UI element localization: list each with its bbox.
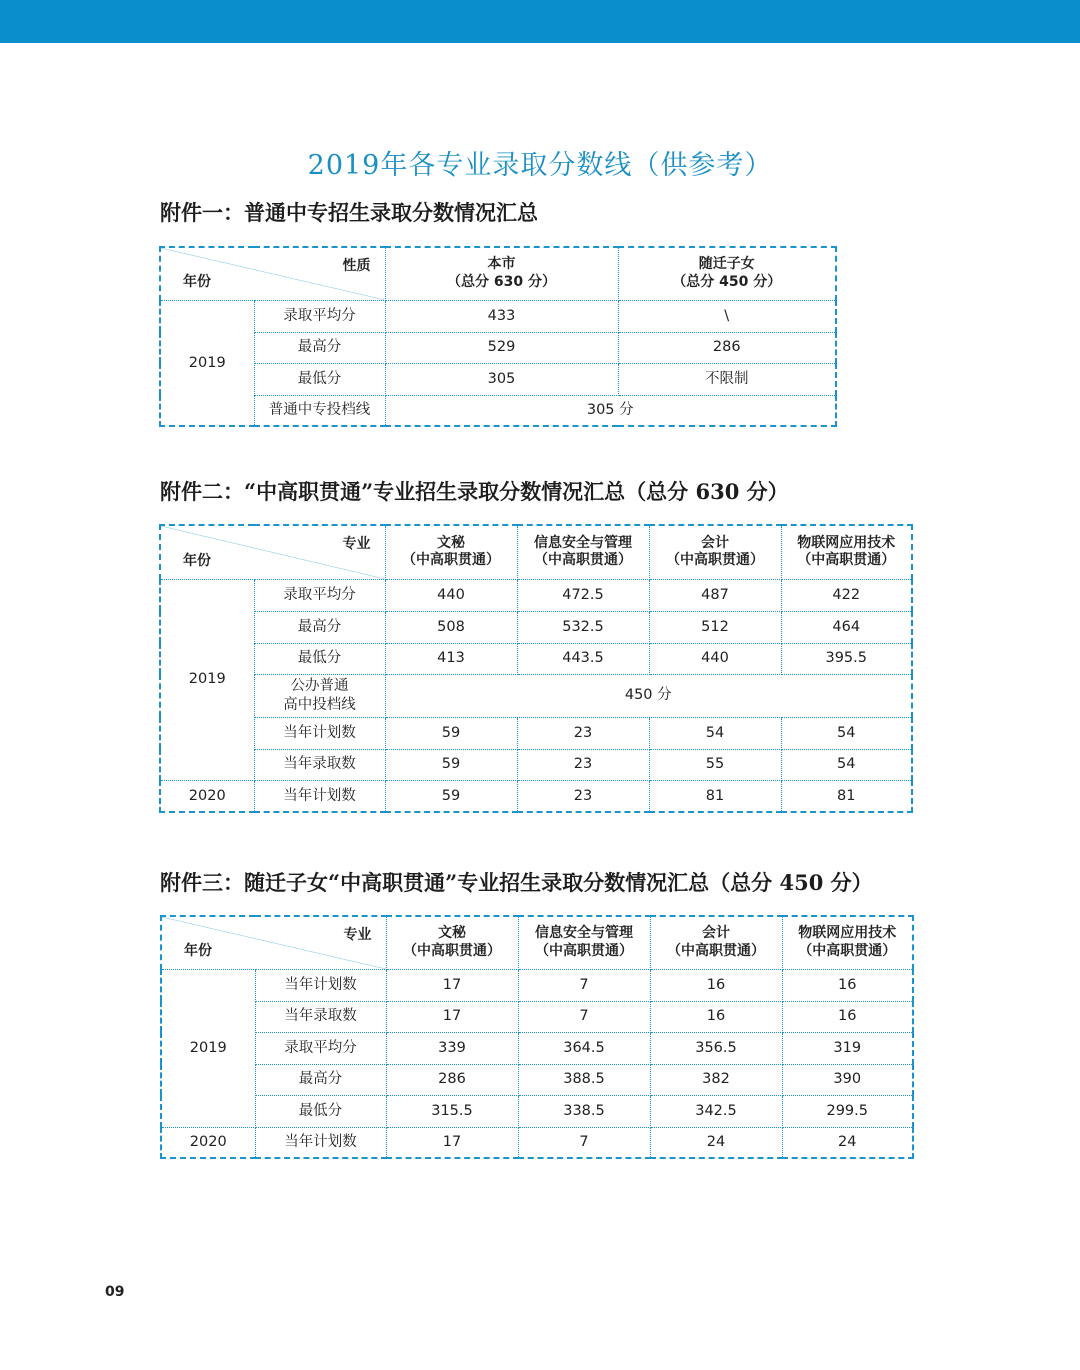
col-name: 会计 [702, 925, 730, 942]
cell-value: 17 [386, 969, 518, 1001]
corner-top-label: 性质 [342, 258, 371, 274]
table3-col-header [650, 916, 782, 969]
row-label-line: 高中投档线 [283, 696, 356, 713]
cell-value: 24 [782, 1127, 913, 1158]
col-name: 文秘 [437, 534, 465, 551]
table2-col-header [781, 525, 912, 579]
row-label: 最高分 [254, 611, 385, 643]
col-name: 信息安全与管理 [534, 534, 632, 551]
page-number: 09 [105, 1284, 125, 1300]
cell-value: 17 [386, 1001, 518, 1032]
cell-value: 23 [517, 717, 649, 749]
table1 [159, 246, 837, 427]
col-name: 本市 [487, 256, 516, 273]
cell-value: 59 [385, 780, 517, 812]
cell-value: 356.5 [650, 1032, 782, 1064]
table-row [161, 1032, 913, 1064]
col-sub: （中高职贯通） [535, 942, 633, 959]
table-row [161, 1001, 913, 1032]
table2-title: 附件二：“中高职贯通”专业招生录取分数情况汇总（总分 630 分） [160, 479, 789, 504]
row-label: 最高分 [255, 1064, 386, 1095]
table-row [160, 749, 912, 780]
cell-value: 413 [385, 643, 517, 674]
table3-col-header [518, 916, 650, 969]
cell-value: 16 [782, 1001, 913, 1032]
cell-value: 不限制 [618, 363, 836, 395]
cell-value: 16 [650, 1001, 782, 1032]
col-name: 物联网应用技术 [797, 534, 896, 551]
row-label: 当年计划数 [255, 969, 386, 1001]
table3 [160, 915, 914, 1159]
row-label: 录取平均分 [255, 1032, 386, 1064]
col-name: 随迁子女 [698, 256, 755, 273]
table-row [160, 395, 836, 426]
merged-value: 305 分 [385, 395, 836, 426]
corner-bottom-label: 年份 [184, 943, 212, 959]
table2-col-header [517, 525, 649, 579]
table-row [160, 643, 912, 674]
cell-value: 508 [385, 611, 517, 643]
cell-value: 17 [386, 1127, 518, 1158]
cell-value: 443.5 [517, 643, 649, 674]
col-sub: （总分 450 分） [672, 273, 782, 290]
cell-value: 512 [649, 611, 781, 643]
cell-value: 286 [618, 332, 836, 363]
cell-value: \ [618, 300, 836, 332]
table-row [160, 674, 912, 717]
table1-corner-header [160, 247, 385, 300]
row-label-line: 公办普通 [290, 678, 349, 695]
col-sub: （中高职贯通） [667, 942, 765, 959]
cell-value: 464 [781, 611, 912, 643]
merged-value: 450 分 [385, 674, 912, 717]
year-cell: 2020 [160, 780, 254, 812]
table-row [160, 363, 836, 395]
col-sub: （中高职贯通） [403, 942, 501, 959]
cell-value: 81 [649, 780, 781, 812]
corner-bottom-label: 年份 [183, 553, 211, 569]
table-row [161, 1095, 913, 1127]
table-row [160, 611, 912, 643]
table-row [161, 1064, 913, 1095]
col-sub: （中高职贯通） [797, 552, 896, 569]
cell-value: 315.5 [386, 1095, 518, 1127]
year-cell: 2019 [160, 579, 254, 780]
table-row [161, 969, 913, 1001]
col-sub: （中高职贯通） [402, 552, 500, 569]
table-row [160, 780, 912, 812]
table-row [160, 717, 912, 749]
cell-value: 440 [385, 579, 517, 611]
table3-col-header [782, 916, 913, 969]
table2-col-header [385, 525, 517, 579]
row-label: 当年计划数 [254, 780, 385, 812]
table2 [159, 524, 913, 813]
row-label: 普通中专投档线 [254, 395, 385, 426]
cell-value: 16 [782, 969, 913, 1001]
table-row [160, 332, 836, 363]
cell-value: 59 [385, 749, 517, 780]
cell-value: 16 [650, 969, 782, 1001]
year-cell: 2019 [160, 300, 254, 426]
cell-value: 59 [385, 717, 517, 749]
col-sub: （中高职贯通） [798, 942, 897, 959]
corner-bottom-label: 年份 [183, 274, 211, 290]
table3-col-header [386, 916, 518, 969]
cell-value: 339 [386, 1032, 518, 1064]
cell-value: 342.5 [650, 1095, 782, 1127]
table2-corner-header [160, 525, 385, 579]
table3-title: 附件三：随迁子女“中高职贯通”专业招生录取分数情况汇总（总分 450 分） [160, 870, 873, 895]
cell-value: 319 [782, 1032, 913, 1064]
row-label [254, 674, 385, 717]
table-row [161, 1127, 913, 1158]
cell-value: 395.5 [781, 643, 912, 674]
cell-value: 54 [649, 717, 781, 749]
table2-col-header [649, 525, 781, 579]
table3-corner-header [161, 916, 386, 969]
cell-value: 299.5 [782, 1095, 913, 1127]
col-sub: （中高职贯通） [666, 552, 764, 569]
cell-value: 55 [649, 749, 781, 780]
row-label: 当年录取数 [254, 749, 385, 780]
cell-value: 23 [517, 749, 649, 780]
table1-col-header [385, 247, 618, 300]
corner-top-label: 专业 [342, 536, 371, 552]
table-row [160, 579, 912, 611]
row-label: 最高分 [254, 332, 385, 363]
cell-value: 7 [518, 1001, 650, 1032]
cell-value: 364.5 [518, 1032, 650, 1064]
row-label: 录取平均分 [254, 579, 385, 611]
col-name: 信息安全与管理 [535, 925, 633, 942]
table1-title: 附件一：普通中专招生录取分数情况汇总 [160, 200, 538, 225]
cell-value: 382 [650, 1064, 782, 1095]
cell-value: 433 [385, 300, 618, 332]
col-name: 文秘 [438, 925, 466, 942]
cell-value: 422 [781, 579, 912, 611]
row-label: 当年计划数 [254, 717, 385, 749]
col-name: 会计 [701, 534, 729, 551]
row-label: 最低分 [254, 643, 385, 674]
row-label: 当年计划数 [255, 1127, 386, 1158]
cell-value: 305 [385, 363, 618, 395]
cell-value: 286 [386, 1064, 518, 1095]
cell-value: 529 [385, 332, 618, 363]
table-row [160, 300, 836, 332]
cell-value: 7 [518, 1127, 650, 1158]
row-label: 最低分 [255, 1095, 386, 1127]
col-sub: （中高职贯通） [534, 552, 632, 569]
cell-value: 23 [517, 780, 649, 812]
cell-value: 388.5 [518, 1064, 650, 1095]
cell-value: 440 [649, 643, 781, 674]
year-cell: 2019 [161, 969, 255, 1127]
table1-col-header [618, 247, 836, 300]
cell-value: 54 [781, 749, 912, 780]
row-label: 录取平均分 [254, 300, 385, 332]
cell-value: 487 [649, 579, 781, 611]
row-label: 当年录取数 [255, 1001, 386, 1032]
cell-value: 24 [650, 1127, 782, 1158]
cell-value: 472.5 [517, 579, 649, 611]
page-title: 2019年各专业录取分数线（供参考） [307, 150, 773, 181]
cell-value: 81 [781, 780, 912, 812]
corner-top-label: 专业 [343, 927, 372, 943]
cell-value: 7 [518, 969, 650, 1001]
cell-value: 390 [782, 1064, 913, 1095]
row-label: 最低分 [254, 363, 385, 395]
year-cell: 2020 [161, 1127, 255, 1158]
cell-value: 338.5 [518, 1095, 650, 1127]
col-name: 物联网应用技术 [798, 925, 897, 942]
top-banner [0, 0, 1080, 43]
cell-value: 54 [781, 717, 912, 749]
col-sub: （总分 630 分） [447, 273, 556, 290]
cell-value: 532.5 [517, 611, 649, 643]
